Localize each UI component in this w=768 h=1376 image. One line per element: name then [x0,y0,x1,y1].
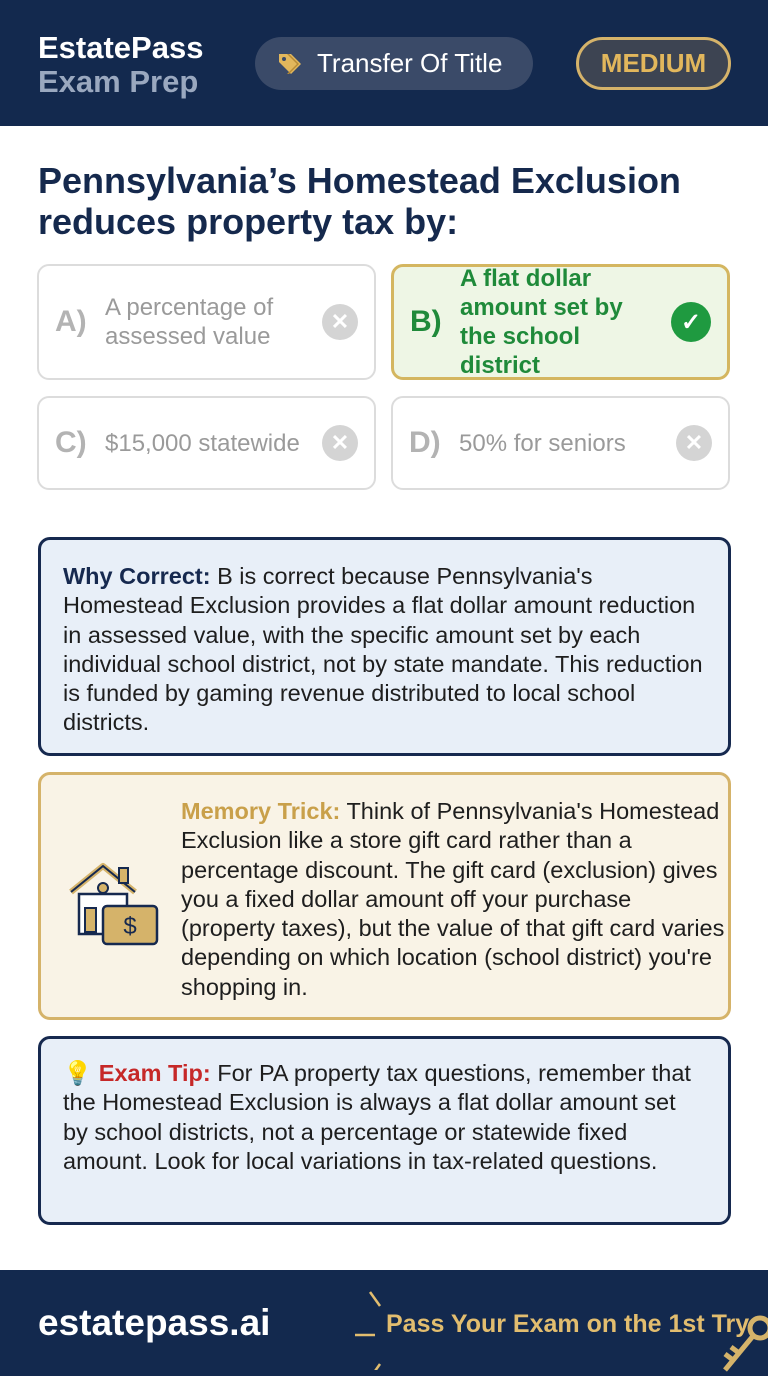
option-d[interactable] [391,396,730,490]
why-correct-box [38,537,731,756]
house-dollar-icon [63,860,159,950]
option-b[interactable] [391,264,730,380]
option-text: A flat dollar amount set by the school district [460,265,623,379]
key-icon [715,1270,768,1376]
footer [0,1270,768,1376]
option-text: $15,000 statewide [105,429,300,457]
check-circle-icon: ✓ [671,302,711,342]
brand-subtitle: Exam Prep [38,64,199,99]
x-circle-icon: ✕ [322,304,358,340]
option-letter: B) [410,305,442,338]
option-letter: D) [409,426,441,459]
x-circle-icon: ✕ [676,425,712,461]
header [0,0,768,126]
question-text: Pennsylvania’s Homestead Exclusion reduces property tax by: [38,160,681,242]
sparkle-icon [350,1280,390,1370]
option-text: A percentage of assessed value [105,294,274,350]
option-a[interactable] [37,264,376,380]
option-c[interactable] [37,396,376,490]
lightbulb-icon: 💡 [63,1060,93,1086]
topic-label: Transfer Of Title [317,48,503,78]
topic-badge [255,37,533,90]
exam-tip-box [38,1036,731,1225]
tip-label: Exam Tip: [98,1060,211,1086]
footer-site: estatepass.ai [38,1302,271,1343]
why-text: B is correct because Pennsylvania's Homestead Exclusion provides a flat dollar amount reduction in assessed value, with the specific amount set by each individual school district, not by state mandate. This reduction is funded by gaming revenue distributed to local school districts. [63,563,703,736]
memory-trick-box [38,772,731,1020]
x-circle-icon: ✕ [322,425,358,461]
memory-text: Think of Pennsylvania's Homestead Exclusion like a store gift card rather than a percentage discount. The gift card (exclusion) gives you a fixed dollar amount off your purchase (property taxes), but the value of that gift card varies depending on which location (school district) you're shopping in. [181,798,725,1000]
option-text: 50% for seniors [459,429,626,457]
tip-text: For PA property tax questions, remember that the Homestead Exclusion is always a flat dollar amount set by school districts, not a percentage or statewide fixed amount. Look for local variations in tax-related questions. [63,1060,691,1174]
brand-name: EstatePass [38,30,204,65]
footer-slogan: Pass Your Exam on the 1st Try [386,1310,750,1338]
svg-text:$: $ [123,913,137,940]
tag-icon [277,51,307,77]
why-label: Why Correct: [63,563,211,589]
difficulty-badge: MEDIUM [576,37,731,90]
memory-label: Memory Trick: [181,798,341,824]
option-letter: C) [55,426,87,459]
option-letter: A) [55,305,87,338]
